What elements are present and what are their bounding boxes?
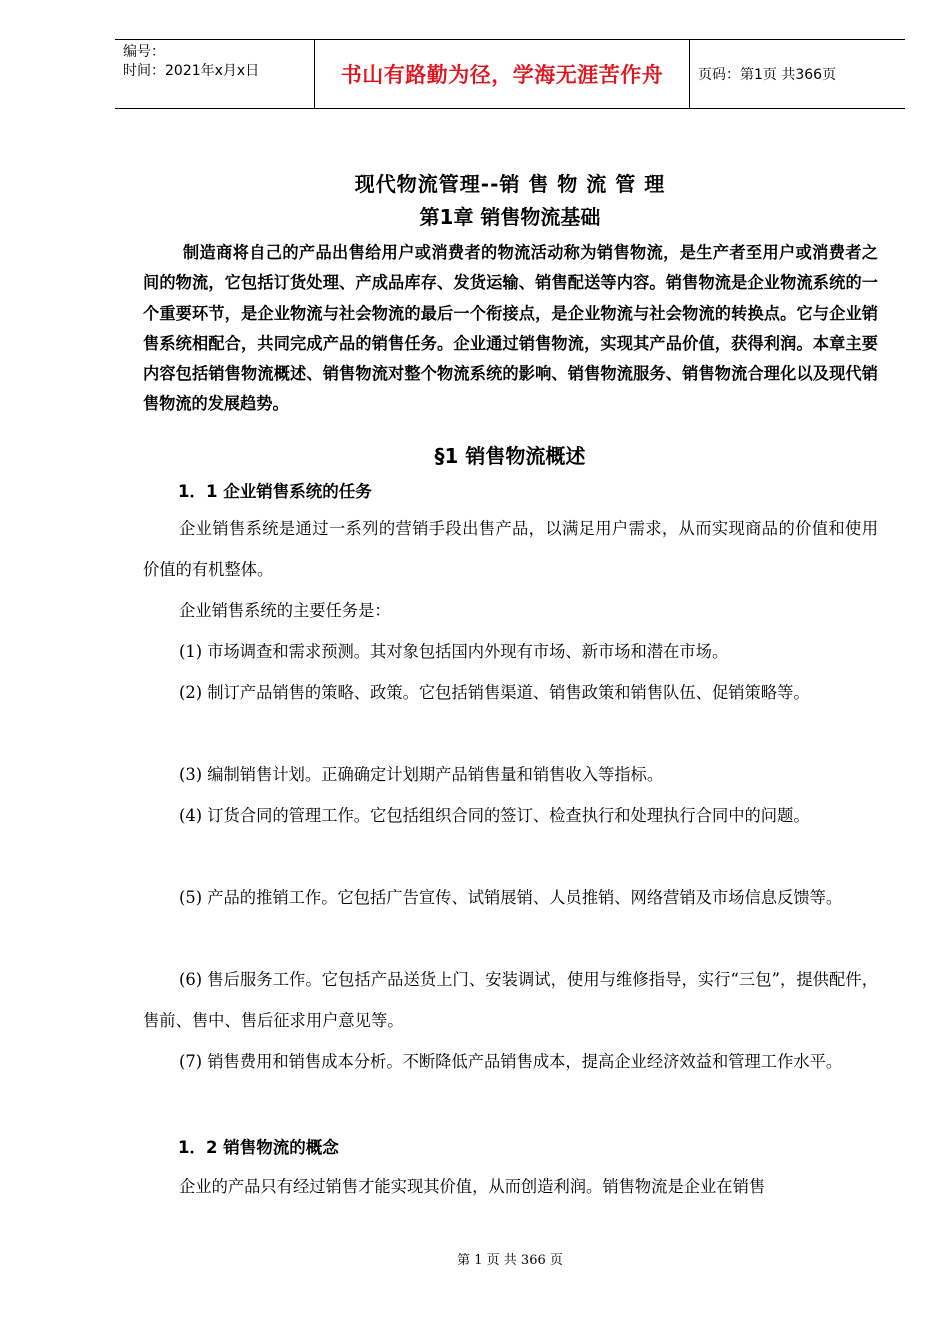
section-title: §1 销售物流概述	[434, 444, 586, 468]
list-item-3: (3) 编制销售计划。正确确定计划期产品销售量和销售收入等指标。	[179, 765, 664, 784]
chapter-intro: 制造商将自己的产品出售给用户或消费者的物流活动称为销售物流，是生产者至用户或消费者之间的物流，它包括订货处理、产成品库存、发货运输、销售配送等内容。销售物流是企业物流系统的一个重要环节，是企业物流与社会物流的最后一个衔接点，是企业物流与社会物流的转换点。它与企业销售系统相配合，共同完成产品的销售任务。企业通过销售物流，实现其产品价值，获得利润。本章主要内容包括销售物流概述、销售物流对整个物流系统的影响、销售物流服务、销售物流合理化以及现代销售物流的发展趋势。	[143, 243, 878, 414]
subsection-title-2: 1．2 销售物流的概念	[178, 1138, 339, 1157]
number-label: 编号：	[123, 44, 165, 60]
paragraph-1: 企业销售系统是通过一系列的营销手段出售产品，以满足用户需求，从而实现商品的价值和使用价值的有机整体。	[143, 519, 878, 579]
header-meta	[115, 40, 315, 108]
page-header	[115, 39, 905, 109]
paragraph-2: 企业销售系统的主要任务是：	[179, 601, 391, 620]
subsection-title-1: 1．1 企业销售系统的任务	[178, 482, 372, 501]
header-page-label: 页码：第1页 共366页	[698, 67, 837, 83]
list-item-4: (4) 订货合同的管理工作。它包括组织合同的签订、检查执行和处理执行合同中的问题。	[179, 806, 810, 825]
list-item-6: (6) 售后服务工作。它包括产品送货上门、安装调试，使用与维修指导，实行“三包”，提供配件，售前、售中、售后征求用户意见等。	[143, 970, 878, 1030]
time-label: 时间：2021年x月x日	[123, 63, 260, 79]
list-item-2: (2) 制订产品销售的策略、政策。它包括销售渠道、销售政策和销售队伍、促销策略等。	[179, 683, 810, 702]
header-motto: 书山有路勤为径，学海无涯苦作舟	[315, 40, 690, 108]
page-footer: 第 1 页 共 366 页	[457, 1253, 563, 1268]
chapter-title: 第1章 销售物流基础	[419, 205, 601, 229]
document-title: 现代物流管理--销 售 物 流 管 理	[354, 172, 666, 196]
list-item-1: (1) 市场调查和需求预测。其对象包括国内外现有市场、新市场和潜在市场。	[179, 642, 729, 661]
list-item-5: (5) 产品的推销工作。它包括广告宣传、试销展销、人员推销、网络营销及市场信息反馈等。	[179, 888, 843, 907]
list-item-7: (7) 销售费用和销售成本分析。不断降低产品销售成本，提高企业经济效益和管理工作水平。	[179, 1052, 843, 1071]
paragraph-3: 企业的产品只有经过销售才能实现其价值，从而创造利润。销售物流是企业在销售	[179, 1177, 766, 1196]
